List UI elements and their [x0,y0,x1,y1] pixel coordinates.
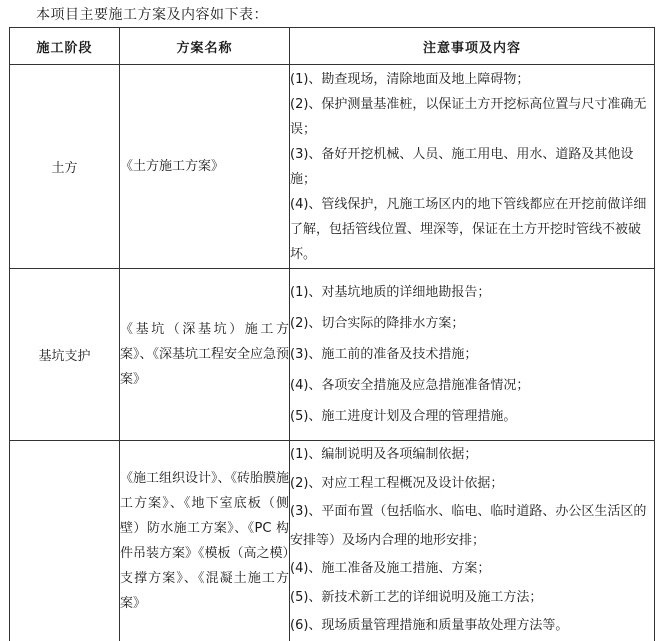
note-item: (4)、管线保护，凡施工场区内的地下管线都应在开挖前做详细了解，包括管线位置、埋深等，保证在土方开挖时管线不被破坏。 [290,196,647,262]
header-notes: 注意事项及内容 [290,28,655,65]
note-item: (3)、备好开挖机械、人员、施工用电、用水、道路及其他设施； [290,146,634,187]
note-item: (1)、勘查现场，清除地面及地上障碍物； [290,71,530,87]
notes-cell [290,65,655,269]
notes-cell [290,269,655,441]
note-item: (1)、对基坑地质的详细地勘报告； [290,285,491,300]
table-row [10,269,655,441]
header-plan-name: 方案名称 [120,28,290,65]
note-item: (4)、施工准备及施工措施、方案； [290,561,491,576]
note-item: (2)、切合实际的降排水方案； [290,316,465,331]
stage-cell: 土方 [10,65,120,269]
stage-cell [10,441,120,641]
table-row [10,65,655,269]
note-item: (1)、编制说明及各项编制依据； [290,447,478,462]
table-row [10,441,655,641]
intro-text: 本项目主要施工方案及内容如下表： [36,7,268,23]
note-item: (2)、对应工程工程概况及设计依据； [290,475,504,491]
note-item: (5)、新技术新工艺的详细说明及施工方法； [290,589,543,605]
plan-name-cell: 《土方施工方案》 [120,65,290,269]
note-item: (3)、施工前的准备及技术措施； [290,347,478,362]
plan-name-cell: 《施工组织设计》、《砖胎膜施工方案》、《地下室底板（侧壁）防水施工方案》、《PC 构件吊装方案》《模板（高之模）支撑方案》、《混凝土施工方案》 [120,441,290,641]
note-item: (6)、现场质量管理措施和质量事故处理方法等。 [290,618,569,633]
stage-cell: 基坑支护 [10,269,120,441]
construction-plan-table [9,27,655,641]
table-header-row [10,28,655,65]
notes-cell [290,441,655,641]
header-stage: 施工阶段 [10,28,120,65]
note-item: (4)、各项安全措施及应急措施准备情况； [290,378,530,393]
plan-name-cell: 《基坑（深基坑）施工方案》、《深基坑工程安全应急预案》 [120,269,290,441]
note-item: (3)、平面布置（包括临水、临电、临时道路、办公区生活区的安排等）及场内合理的地形安排； [290,504,647,548]
note-item: (5)、施工进度计划及合理的管理措施。 [290,409,517,424]
note-item: (2)、保护测量基准桩，以保证土方开挖标高位置与尺寸准确无误； [290,96,647,137]
